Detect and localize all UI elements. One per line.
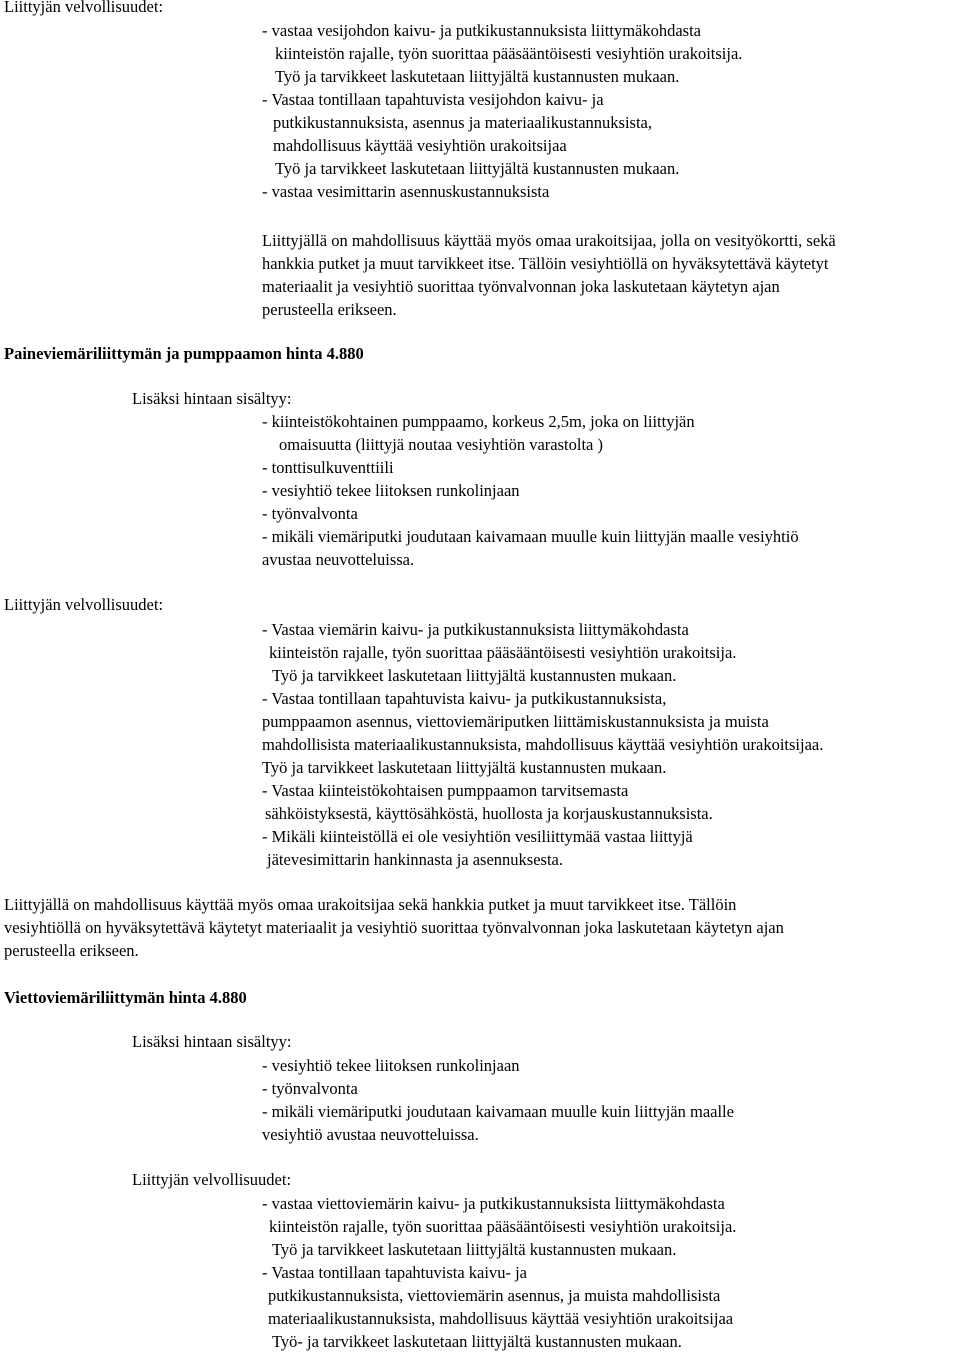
note-line: vesiyhtiöllä on hyväksytettävä käytetyt materiaalit ja vesiyhtiö suorittaa työnvalvonnan joka laskutetaan käytetyn ajan: [4, 918, 784, 937]
includes-line: - tonttisulkuventtiili: [262, 458, 394, 477]
obligation-line: - vastaa vesijohdon kaivu- ja putkikustannuksista liittymäkohdasta: [262, 21, 702, 40]
obligations-label-1: Liittyjän velvollisuudet:: [4, 0, 164, 16]
includes-label-2: Lisäksi hintaan sisältyy:: [132, 389, 292, 408]
includes-line: - vesiyhtiö tekee liitoksen runkolinjaan: [262, 1056, 520, 1075]
includes-label-3: Lisäksi hintaan sisältyy:: [132, 1032, 292, 1051]
obligation-line: - Vastaa tontillaan tapahtuvista kaivu- ja putkikustannuksista,: [262, 689, 667, 708]
section-heading-gravity-sewer: Viettoviemäriliittymän hinta 4.880: [4, 988, 247, 1007]
note-line: materiaalit ja vesiyhtiö suorittaa työnvalvonnan joka laskutetaan käytetyn ajan: [262, 277, 780, 296]
section-heading-pressure-sewer: Paineviemäriliittymän ja pumppaamon hinta 4.880: [4, 344, 364, 363]
obligation-line: - vastaa viettoviemärin kaivu- ja putkikustannuksista liittymäkohdasta: [262, 1194, 725, 1213]
note-line: perusteella erikseen.: [262, 300, 397, 319]
obligation-line: kiinteistön rajalle, työn suorittaa pääsääntöisesti vesiyhtiön urakoitsija.: [269, 643, 737, 662]
obligation-line: - vastaa vesimittarin asennuskustannuksista: [262, 182, 550, 201]
obligation-line: kiinteistön rajalle, työn suorittaa pääsääntöisesti vesiyhtiön urakoitsija.: [275, 44, 743, 63]
obligation-line: kiinteistön rajalle, työn suorittaa pääsääntöisesti vesiyhtiön urakoitsija.: [269, 1217, 737, 1236]
obligation-line: Työ ja tarvikkeet laskutetaan liittyjältä kustannusten mukaan.: [275, 159, 680, 178]
obligation-line: - Mikäli kiinteistöllä ei ole vesiyhtiön vesiliittymää vastaa liittyjä: [262, 827, 693, 846]
obligation-line: - Vastaa tontillaan tapahtuvista vesijohdon kaivu- ja: [262, 90, 604, 109]
includes-line: - työnvalvonta: [262, 504, 358, 523]
obligation-line: materiaalikustannuksista, mahdollisuus käyttää vesiyhtiön urakoitsijaa: [268, 1309, 734, 1328]
obligations-label-3: Liittyjän velvollisuudet:: [132, 1170, 292, 1189]
obligation-line: mahdollisuus käyttää vesiyhtiön urakoitsijaa: [273, 136, 567, 155]
obligations-label-2: Liittyjän velvollisuudet:: [4, 595, 164, 614]
includes-line: - mikäli viemäriputki joudutaan kaivamaan muulle kuin liittyjän maalle vesiyhtiö: [262, 527, 799, 546]
obligation-line: - Vastaa viemärin kaivu- ja putkikustannuksista liittymäkohdasta: [262, 620, 689, 639]
obligation-line: pumppaamon asennus, viettoviemäriputken liittämiskustannuksista ja muista: [262, 712, 769, 731]
obligation-line: putkikustannuksista, viettoviemärin asennus, ja muista mahdollisista: [268, 1286, 721, 1305]
includes-line: - vesiyhtiö tekee liitoksen runkolinjaan: [262, 481, 520, 500]
note-line: Liittyjällä on mahdollisuus käyttää myös omaa urakoitsijaa, jolla on vesityökortti, sekä: [262, 231, 836, 250]
obligation-line: Työ ja tarvikkeet laskutetaan liittyjältä kustannusten mukaan.: [272, 1240, 677, 1259]
obligation-line: jätevesimittarin hankinnasta ja asennuksesta.: [267, 850, 563, 869]
obligation-line: Työ- ja tarvikkeet laskutetaan liittyjältä kustannusten mukaan.: [272, 1332, 682, 1351]
obligation-line: sähköistyksestä, käyttösähköstä, huollosta ja korjauskustannuksista.: [265, 804, 713, 823]
obligation-line: Työ ja tarvikkeet laskutetaan liittyjältä kustannusten mukaan.: [275, 67, 680, 86]
includes-line: avustaa neuvotteluissa.: [262, 550, 415, 569]
note-line: perusteella erikseen.: [4, 941, 139, 960]
includes-line: omaisuutta (liittyjä noutaa vesiyhtiön varastolta ): [279, 435, 603, 454]
note-line: Liittyjällä on mahdollisuus käyttää myös omaa urakoitsijaa sekä hankkia putket ja muut tarvikkeet itse. Tällöin: [4, 895, 737, 914]
includes-line: - työnvalvonta: [262, 1079, 358, 1098]
includes-line: - mikäli viemäriputki joudutaan kaivamaan muulle kuin liittyjän maalle: [262, 1102, 734, 1121]
obligation-line: Työ ja tarvikkeet laskutetaan liittyjältä kustannusten mukaan.: [272, 666, 677, 685]
obligation-line: - Vastaa kiinteistökohtaisen pumppaamon tarvitsemasta: [262, 781, 629, 800]
obligation-line: - Vastaa tontillaan tapahtuvista kaivu- ja: [262, 1263, 527, 1282]
obligation-line: putkikustannuksista, asennus ja materiaalikustannuksista,: [273, 113, 652, 132]
includes-line: - kiinteistökohtainen pumppaamo, korkeus 2,5m, joka on liittyjän: [262, 412, 695, 431]
obligation-line: Työ ja tarvikkeet laskutetaan liittyjältä kustannusten mukaan.: [262, 758, 667, 777]
obligation-line: mahdollisista materiaalikustannuksista, mahdollisuus käyttää vesiyhtiön urakoitsijaa.: [262, 735, 824, 754]
note-line: hankkia putket ja muut tarvikkeet itse. Tällöin vesiyhtiöllä on hyväksytettävä käytetyt: [262, 254, 829, 273]
includes-line: vesiyhtiö avustaa neuvotteluissa.: [262, 1125, 479, 1144]
